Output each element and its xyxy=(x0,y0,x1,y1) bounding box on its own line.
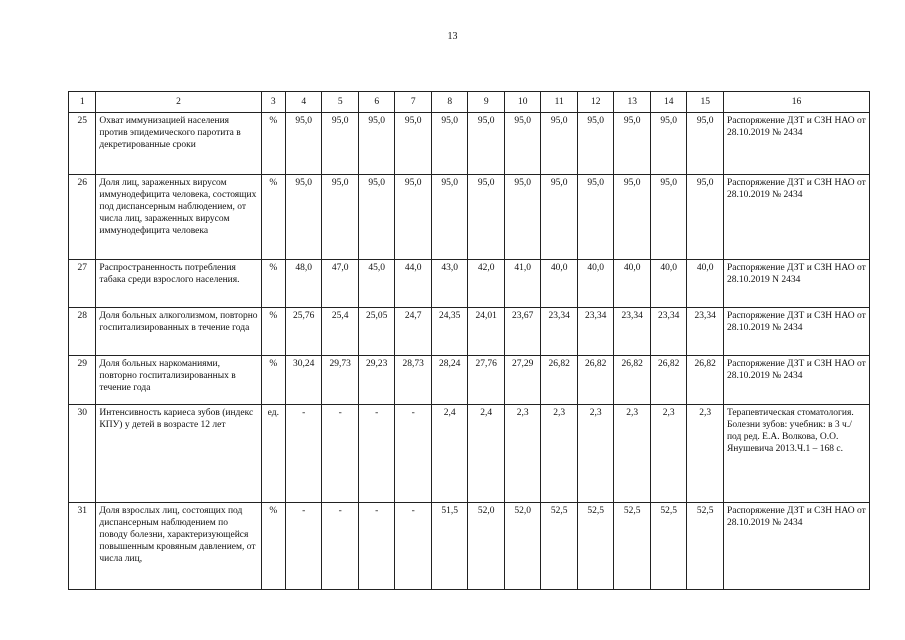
basis-cell: Распоряжение ДЗТ и СЗН НАО от 28.10.2019 № 2434 xyxy=(723,308,869,356)
row-number: 29 xyxy=(69,356,96,405)
value-cell: 95,0 xyxy=(504,113,541,175)
value-cell: - xyxy=(322,405,359,503)
value-cell: 27,29 xyxy=(504,356,541,405)
row-number: 28 xyxy=(69,308,96,356)
value-cell: 95,0 xyxy=(431,113,468,175)
indicator-name: Доля лиц, зараженных вирусом иммунодефицита человека, состоящих под диспансерным наблюдением, от числа лиц, зараженных вирусом иммунодефицита человека xyxy=(96,175,261,260)
unit-cell: ед. xyxy=(261,405,285,503)
value-cell: 2,3 xyxy=(650,405,687,503)
value-cell: 23,34 xyxy=(650,308,687,356)
value-cell: 27,76 xyxy=(468,356,505,405)
indicator-name: Доля больных наркоманиями, повторно госпитализированных в течение года xyxy=(96,356,261,405)
row-number: 31 xyxy=(69,503,96,590)
value-cell: - xyxy=(358,405,395,503)
value-cell: 52,5 xyxy=(541,503,578,590)
unit-cell: % xyxy=(261,356,285,405)
value-cell: - xyxy=(322,503,359,590)
value-cell: 2,3 xyxy=(687,405,724,503)
value-cell: - xyxy=(358,503,395,590)
value-cell: 44,0 xyxy=(395,260,432,308)
value-cell: 26,82 xyxy=(541,356,578,405)
header-cell: 12 xyxy=(577,92,614,113)
value-cell: 51,5 xyxy=(431,503,468,590)
unit-cell: % xyxy=(261,503,285,590)
value-cell: 95,0 xyxy=(358,175,395,260)
value-cell: 40,0 xyxy=(687,260,724,308)
header-cell: 5 xyxy=(322,92,359,113)
value-cell: 40,0 xyxy=(541,260,578,308)
value-cell: 2,4 xyxy=(431,405,468,503)
indicator-name: Доля взрослых лиц, состоящих под диспансерным наблюдением по поводу болезни, характеризующейся повышенным кровяным давлением, от числа лиц, xyxy=(96,503,261,590)
table-row xyxy=(69,356,870,405)
basis-cell: Распоряжение ДЗТ и СЗН НАО от 28.10.2019 № 2434 xyxy=(723,175,869,260)
value-cell: 23,34 xyxy=(577,308,614,356)
header-cell: 11 xyxy=(541,92,578,113)
header-row xyxy=(69,92,870,113)
value-cell: - xyxy=(395,503,432,590)
value-cell: 52,5 xyxy=(687,503,724,590)
basis-cell: Терапевтическая стоматология. Болезни зубов: учебник: в 3 ч./под ред. Е.А. Волкова, О.О. Янушевича 2013.Ч.1 – 168 с. xyxy=(723,405,869,503)
header-cell: 15 xyxy=(687,92,724,113)
value-cell: 95,0 xyxy=(285,175,322,260)
value-cell: 95,0 xyxy=(577,113,614,175)
value-cell: 95,0 xyxy=(468,175,505,260)
table-row xyxy=(69,113,870,175)
value-cell: - xyxy=(285,503,322,590)
value-cell: 95,0 xyxy=(322,175,359,260)
value-cell: 95,0 xyxy=(395,113,432,175)
header-cell: 7 xyxy=(395,92,432,113)
value-cell: 40,0 xyxy=(577,260,614,308)
value-cell: 95,0 xyxy=(687,113,724,175)
value-cell: 52,0 xyxy=(504,503,541,590)
value-cell: 42,0 xyxy=(468,260,505,308)
value-cell: 43,0 xyxy=(431,260,468,308)
indicators-table xyxy=(68,91,870,590)
value-cell: 23,34 xyxy=(614,308,651,356)
table-row xyxy=(69,260,870,308)
basis-cell: Распоряжение ДЗТ и СЗН НАО от 28.10.2019 N 2434 xyxy=(723,260,869,308)
basis-cell: Распоряжение ДЗТ и СЗН НАО от 28.10.2019 № 2434 xyxy=(723,356,869,405)
value-cell: 26,82 xyxy=(650,356,687,405)
value-cell: 48,0 xyxy=(285,260,322,308)
value-cell: 40,0 xyxy=(614,260,651,308)
table-row xyxy=(69,503,870,590)
value-cell: 23,34 xyxy=(687,308,724,356)
value-cell: 95,0 xyxy=(468,113,505,175)
value-cell: 25,4 xyxy=(322,308,359,356)
row-number: 27 xyxy=(69,260,96,308)
header-cell: 9 xyxy=(468,92,505,113)
value-cell: 95,0 xyxy=(504,175,541,260)
unit-cell: % xyxy=(261,260,285,308)
value-cell: 2,3 xyxy=(577,405,614,503)
value-cell: 95,0 xyxy=(614,175,651,260)
table-row xyxy=(69,175,870,260)
row-number: 26 xyxy=(69,175,96,260)
header-cell: 2 xyxy=(96,92,261,113)
value-cell: 45,0 xyxy=(358,260,395,308)
value-cell: 95,0 xyxy=(322,113,359,175)
value-cell: 52,5 xyxy=(614,503,651,590)
header-cell: 16 xyxy=(723,92,869,113)
value-cell: 40,0 xyxy=(650,260,687,308)
header-cell: 13 xyxy=(614,92,651,113)
value-cell: 29,73 xyxy=(322,356,359,405)
value-cell: 52,5 xyxy=(650,503,687,590)
value-cell: 26,82 xyxy=(577,356,614,405)
value-cell: 28,73 xyxy=(395,356,432,405)
value-cell: 24,35 xyxy=(431,308,468,356)
value-cell: 47,0 xyxy=(322,260,359,308)
value-cell: - xyxy=(395,405,432,503)
value-cell: 52,0 xyxy=(468,503,505,590)
header-cell: 6 xyxy=(358,92,395,113)
value-cell: 24,7 xyxy=(395,308,432,356)
indicator-name: Доля больных алкоголизмом, повторно госпитализированных в течение года xyxy=(96,308,261,356)
value-cell: - xyxy=(285,405,322,503)
value-cell: 95,0 xyxy=(650,175,687,260)
header-cell: 3 xyxy=(261,92,285,113)
value-cell: 25,76 xyxy=(285,308,322,356)
value-cell: 30,24 xyxy=(285,356,322,405)
unit-cell: % xyxy=(261,308,285,356)
row-number: 25 xyxy=(69,113,96,175)
value-cell: 95,0 xyxy=(650,113,687,175)
header-cell: 10 xyxy=(504,92,541,113)
value-cell: 95,0 xyxy=(431,175,468,260)
indicator-name: Охват иммунизацией населения против эпидемического паротита в декретированные сроки xyxy=(96,113,261,175)
header-cell: 4 xyxy=(285,92,322,113)
indicator-name: Распространенность потребления табака среди взрослого населения. xyxy=(96,260,261,308)
value-cell: 95,0 xyxy=(577,175,614,260)
value-cell: 41,0 xyxy=(504,260,541,308)
value-cell: 95,0 xyxy=(541,113,578,175)
page-number: 13 xyxy=(447,31,458,42)
value-cell: 95,0 xyxy=(395,175,432,260)
value-cell: 23,34 xyxy=(541,308,578,356)
value-cell: 29,23 xyxy=(358,356,395,405)
value-cell: 95,0 xyxy=(358,113,395,175)
value-cell: 26,82 xyxy=(614,356,651,405)
header-cell: 1 xyxy=(69,92,96,113)
table-row xyxy=(69,405,870,503)
unit-cell: % xyxy=(261,175,285,260)
value-cell: 28,24 xyxy=(431,356,468,405)
value-cell: 52,5 xyxy=(577,503,614,590)
basis-cell: Распоряжение ДЗТ и СЗН НАО от 28.10.2019 № 2434 xyxy=(723,503,869,590)
header-cell: 8 xyxy=(431,92,468,113)
value-cell: 2,3 xyxy=(614,405,651,503)
value-cell: 26,82 xyxy=(687,356,724,405)
value-cell: 95,0 xyxy=(541,175,578,260)
value-cell: 2,4 xyxy=(468,405,505,503)
row-number: 30 xyxy=(69,405,96,503)
value-cell: 2,3 xyxy=(504,405,541,503)
value-cell: 2,3 xyxy=(541,405,578,503)
basis-cell: Распоряжение ДЗТ и СЗН НАО от 28.10.2019 № 2434 xyxy=(723,113,869,175)
unit-cell: % xyxy=(261,113,285,175)
value-cell: 24,01 xyxy=(468,308,505,356)
value-cell: 95,0 xyxy=(285,113,322,175)
indicator-name: Интенсивность кариеса зубов (индекс КПУ) у детей в возрасте 12 лет xyxy=(96,405,261,503)
value-cell: 95,0 xyxy=(614,113,651,175)
header-cell: 14 xyxy=(650,92,687,113)
value-cell: 25,05 xyxy=(358,308,395,356)
value-cell: 95,0 xyxy=(687,175,724,260)
table-row xyxy=(69,308,870,356)
value-cell: 23,67 xyxy=(504,308,541,356)
